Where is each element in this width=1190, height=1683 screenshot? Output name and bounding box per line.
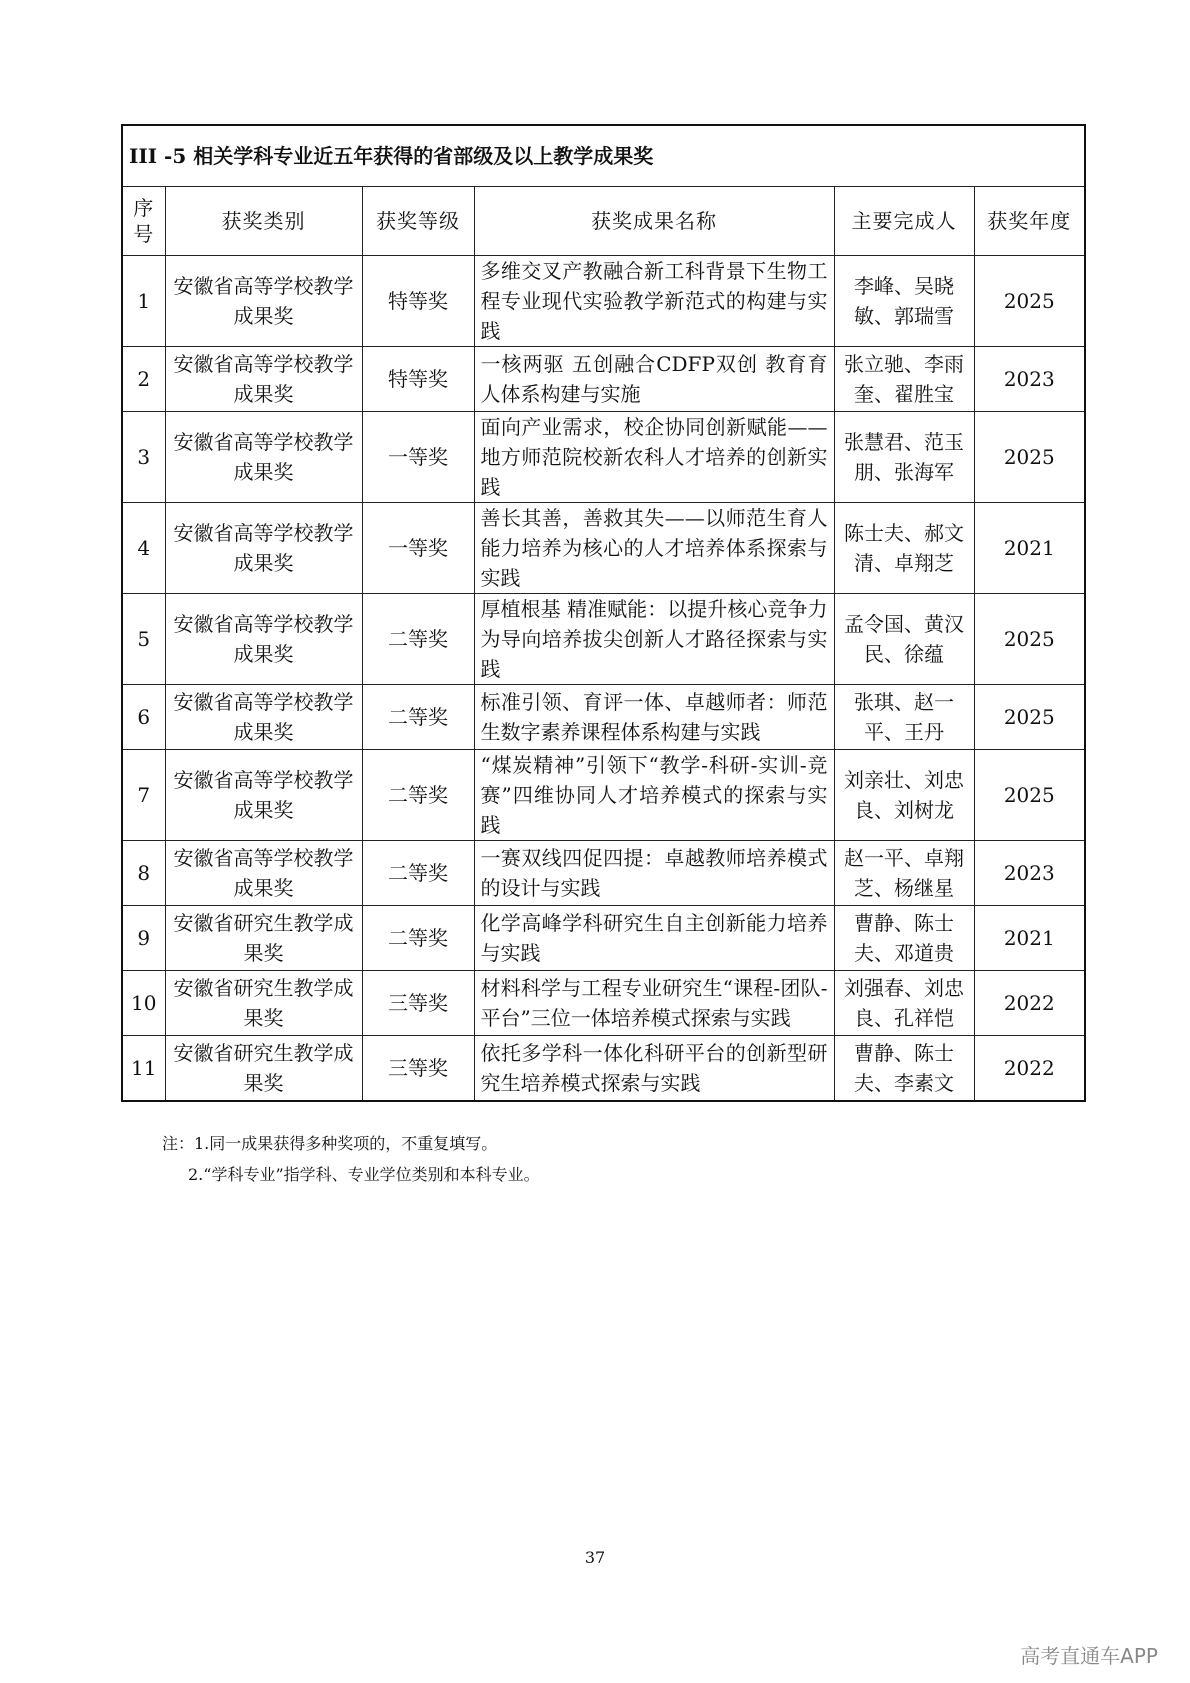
row-level: 二等奖 [362, 906, 474, 971]
row-seq: 6 [122, 685, 165, 750]
row-seq: 2 [122, 347, 165, 412]
row-year: 2022 [974, 1036, 1085, 1102]
row-people: 刘亲壮、刘忠良、刘树龙 [834, 750, 974, 841]
row-level: 三等奖 [362, 971, 474, 1036]
row-people: 张慧君、范玉朋、张海军 [834, 412, 974, 503]
row-achievement-name: 依托多学科一体化科研平台的创新型研究生培养模式探索与实践 [474, 1036, 834, 1102]
table-row [122, 841, 1085, 906]
table-row [122, 256, 1085, 347]
row-achievement-name: 标准引领、育评一体、卓越师者：师范生数字素养课程体系构建与实践 [474, 685, 834, 750]
row-achievement-name: 多维交叉产教融合新工科背景下生物工程专业现代实验教学新范式的构建与实践 [474, 256, 834, 347]
row-people: 曹静、陈士夫、李素文 [834, 1036, 974, 1102]
table-row [122, 685, 1085, 750]
table-header-row [122, 187, 1085, 256]
row-category: 安徽省高等学校教学成果奖 [165, 412, 362, 503]
row-year: 2025 [974, 685, 1085, 750]
row-year: 2021 [974, 503, 1085, 594]
watermark-text: 高考直通车APP [1020, 1644, 1158, 1668]
row-year: 2021 [974, 906, 1085, 971]
table-row [122, 412, 1085, 503]
row-achievement-name: 善长其善，善救其失——以师范生育人能力培养为核心的人才培养体系探索与实践 [474, 503, 834, 594]
row-category: 安徽省高等学校教学成果奖 [165, 256, 362, 347]
row-people: 张立驰、李雨奎、翟胜宝 [834, 347, 974, 412]
row-category: 安徽省高等学校教学成果奖 [165, 503, 362, 594]
row-category: 安徽省高等学校教学成果奖 [165, 841, 362, 906]
row-people: 刘强春、刘忠良、孔祥恺 [834, 971, 974, 1036]
row-category: 安徽省高等学校教学成果奖 [165, 347, 362, 412]
row-category: 安徽省高等学校教学成果奖 [165, 750, 362, 841]
table-row [122, 971, 1085, 1036]
awards-table [121, 124, 1086, 1102]
header-seq: 序号 [122, 187, 165, 256]
row-seq: 9 [122, 906, 165, 971]
row-level: 二等奖 [362, 594, 474, 685]
row-people: 李峰、吴晓敏、郭瑞雪 [834, 256, 974, 347]
row-seq: 1 [122, 256, 165, 347]
row-seq: 10 [122, 971, 165, 1036]
header-name: 获奖成果名称 [474, 187, 834, 256]
table-notes [162, 1128, 540, 1190]
row-level: 特等奖 [362, 256, 474, 347]
row-people: 陈士夫、郝文清、卓翔芝 [834, 503, 974, 594]
row-year: 2025 [974, 594, 1085, 685]
row-seq: 8 [122, 841, 165, 906]
header-level: 获奖等级 [362, 187, 474, 256]
row-level: 二等奖 [362, 841, 474, 906]
row-year: 2023 [974, 347, 1085, 412]
row-year: 2022 [974, 971, 1085, 1036]
row-year: 2025 [974, 256, 1085, 347]
row-achievement-name: 一核两驱 五创融合CDFP双创 教育育人体系构建与实施 [474, 347, 834, 412]
header-year: 获奖年度 [974, 187, 1085, 256]
row-level: 二等奖 [362, 750, 474, 841]
section-title: III -5 相关学科专业近五年获得的省部级及以上教学成果奖 [122, 125, 1085, 187]
row-achievement-name: 厚植根基 精准赋能：以提升核心竞争力为导向培养拔尖创新人才路径探索与实践 [474, 594, 834, 685]
table-row [122, 503, 1085, 594]
table-row [122, 347, 1085, 412]
row-category: 安徽省高等学校教学成果奖 [165, 594, 362, 685]
row-year: 2023 [974, 841, 1085, 906]
row-level: 一等奖 [362, 412, 474, 503]
row-seq: 4 [122, 503, 165, 594]
table-row [122, 750, 1085, 841]
note-1: 注：1.同一成果获得多种奖项的，不重复填写。 [162, 1134, 498, 1153]
page-number: 37 [584, 1548, 606, 1567]
row-people: 曹静、陈士夫、邓道贵 [834, 906, 974, 971]
row-achievement-name: 一赛双线四促四提：卓越教师培养模式的设计与实践 [474, 841, 834, 906]
row-level: 二等奖 [362, 685, 474, 750]
row-people: 张琪、赵一平、王丹 [834, 685, 974, 750]
table-row [122, 906, 1085, 971]
row-seq: 3 [122, 412, 165, 503]
table-row [122, 1036, 1085, 1102]
row-level: 三等奖 [362, 1036, 474, 1102]
row-category: 安徽省研究生教学成果奖 [165, 971, 362, 1036]
row-category: 安徽省高等学校教学成果奖 [165, 685, 362, 750]
header-category: 获奖类别 [165, 187, 362, 256]
note-2: 2.“学科专业”指学科、专业学位类别和本科专业。 [188, 1165, 540, 1184]
row-year: 2025 [974, 412, 1085, 503]
row-level: 特等奖 [362, 347, 474, 412]
row-achievement-name: 面向产业需求，校企协同创新赋能——地方师范院校新农科人才培养的创新实践 [474, 412, 834, 503]
header-people: 主要完成人 [834, 187, 974, 256]
row-achievement-name: 材料科学与工程专业研究生“课程-团队-平台”三位一体培养模式探索与实践 [474, 971, 834, 1036]
row-year: 2025 [974, 750, 1085, 841]
row-seq: 7 [122, 750, 165, 841]
row-people: 孟令国、黄汉民、徐蕴 [834, 594, 974, 685]
row-achievement-name: “煤炭精神”引领下“教学-科研-实训-竞赛”四维协同人才培养模式的探索与实践 [474, 750, 834, 841]
row-seq: 5 [122, 594, 165, 685]
row-category: 安徽省研究生教学成果奖 [165, 906, 362, 971]
table-row [122, 594, 1085, 685]
row-level: 一等奖 [362, 503, 474, 594]
row-achievement-name: 化学高峰学科研究生自主创新能力培养与实践 [474, 906, 834, 971]
row-category: 安徽省研究生教学成果奖 [165, 1036, 362, 1102]
awards-table-container [121, 124, 1084, 1102]
row-seq: 11 [122, 1036, 165, 1102]
row-people: 赵一平、卓翔芝、杨继星 [834, 841, 974, 906]
